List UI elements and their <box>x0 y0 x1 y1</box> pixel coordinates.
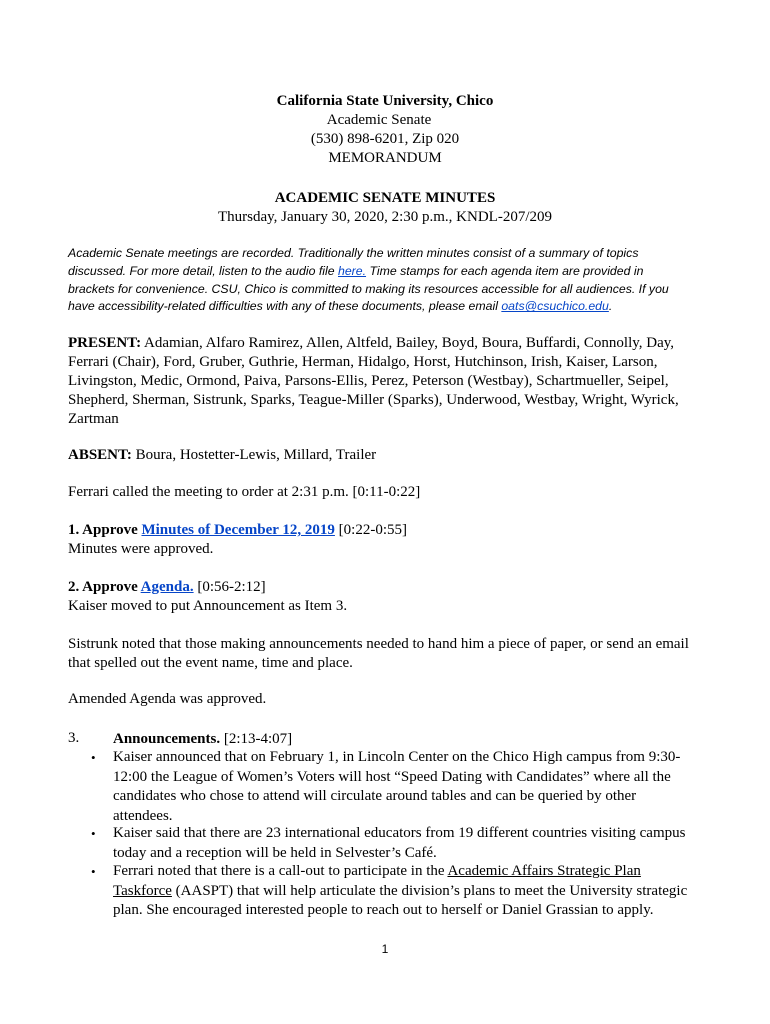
announcement-text: Ferrari noted that there is a call-out to participate in the <box>113 863 448 879</box>
notice-line <box>68 298 690 316</box>
aaspt-link-cont[interactable]: Taskforce <box>113 882 172 899</box>
present-names: Adamian, Alfaro Ramirez, Allen, Altfeld, Bailey, Boyd, Boura, Buffardi, Connolly, Day, <box>141 335 675 351</box>
present-line: Ferrari (Chair), Ford, Gruber, Guthrie, Herman, Hidalgo, Horst, Hutchinson, Irish, Kaiser, Larson, <box>68 354 658 370</box>
oats-email-link[interactable]: oats@csuchico.edu <box>501 299 609 314</box>
senate-name: Academic Senate <box>326 112 432 128</box>
amended-agenda: Amended Agenda was approved. <box>68 691 267 707</box>
announcement-line: Kaiser announced that on February 1, in Lincoln Center on the Chico High campus from 9:30- <box>113 749 681 765</box>
present-line: Zartman <box>68 411 119 427</box>
notice-line <box>68 263 690 281</box>
page-number: 1 <box>381 942 389 956</box>
item-2-body: Kaiser moved to put Announcement as Item 3. <box>68 598 348 614</box>
sistrunk-line: that spelled out the event name, time and place. <box>68 655 353 671</box>
item-1-label: 1. Approve <box>68 522 142 538</box>
notice-line: brackets for convenience. CSU, Chico is committed to making its resources accessible for all audiences. If you <box>68 281 669 296</box>
minutes-heading: ACADEMIC SENATE MINUTES <box>274 190 496 206</box>
announcement-line: 12:00 the League of Women’s Voters will host “Speed Dating with Candidates” where all the <box>113 768 671 785</box>
item-1-time: [0:22-0:55] <box>334 522 407 538</box>
item-3-title: Announcements. <box>113 731 221 747</box>
absent-line <box>68 446 698 465</box>
recording-notice <box>68 245 690 316</box>
present-label: PRESENT: <box>68 335 142 351</box>
phone-zip: (530) 898-6201, Zip 020 <box>310 131 460 147</box>
announcement-line <box>113 882 703 902</box>
agenda-link[interactable]: Agenda. <box>140 579 194 595</box>
present-line: Livingston, Medic, Ormond, Paiva, Parsons-Ellis, Perez, Peterson (Westbay), Schartmueller, Seipel, <box>68 373 669 389</box>
item-1-heading <box>68 521 698 540</box>
present-line <box>68 334 698 353</box>
announcement-line: plan. She encouraged interested people to reach out to herself or Daniel Grassian to apply. <box>113 902 654 918</box>
bullet-icon: • <box>91 826 96 841</box>
sistrunk-note <box>68 635 698 673</box>
item-1 <box>68 521 698 559</box>
announcement-ferrari-aaspt <box>113 862 703 921</box>
notice-text: Time stamps for each agenda item are provided in <box>366 263 644 278</box>
minutes-dec-12-link[interactable]: Minutes of December 12, 2019 <box>141 522 335 538</box>
present-list <box>68 334 698 429</box>
call-to-order: Ferrari called the meeting to order at 2:31 p.m. [0:11-0:22] <box>68 484 421 500</box>
item-2 <box>68 578 698 616</box>
announcement-line: today and a reception will be held in Selvester’s Café. <box>113 844 437 861</box>
announcement-line <box>113 862 703 882</box>
bullet-icon: • <box>91 864 96 879</box>
announcement-line: Kaiser said that there are 23 international educators from 19 different countries visiting campus <box>113 825 686 841</box>
absent-label: ABSENT: <box>68 447 132 463</box>
item-1-body: Minutes were approved. <box>68 541 214 557</box>
announcement-kaiser-educators <box>113 824 703 863</box>
item-2-label: 2. Approve <box>68 579 141 595</box>
sistrunk-line: Sistrunk noted that those making announcements needed to hand him a piece of paper, or send an email <box>68 636 689 652</box>
item-2-time: [0:56-2:12] <box>193 579 266 595</box>
announcement-text: (AASPT) that will help articulate the division’s plans to meet the University strategic <box>171 882 688 899</box>
announcement-line: candidates who chose to attend will circulate around tables and can be queried by other <box>113 788 637 804</box>
item-3-heading <box>113 730 743 749</box>
meeting-date: Thursday, January 30, 2020, 2:30 p.m., KNDL-207/209 <box>218 209 552 225</box>
present-line: Shepherd, Sherman, Sistrunk, Sparks, Teague-Miller (Sparks), Underwood, Westbay, Wright, Wyrick, <box>68 392 679 408</box>
notice-text: discussed. For more detail, listen to the audio file <box>68 263 338 278</box>
audio-file-link[interactable]: here. <box>338 263 367 278</box>
item-2-heading <box>68 578 698 597</box>
absent-names: Boura, Hostetter-Lewis, Millard, Trailer <box>131 447 377 463</box>
university-name: California State University, Chico <box>276 93 494 109</box>
memo-label: MEMORANDUM <box>328 150 442 166</box>
notice-text: have accessibility-related difficulties with any of these documents, please email <box>68 299 502 314</box>
notice-line: Academic Senate meetings are recorded. Traditionally the written minutes consist of a summary of topics <box>68 246 639 260</box>
absent-list <box>68 446 698 465</box>
notice-text: . <box>608 299 613 314</box>
announcement-kaiser-lincoln <box>113 748 703 826</box>
bullet-icon: • <box>91 750 96 765</box>
announcement-line: attendees. <box>113 807 173 824</box>
item-3-number: 3. <box>68 730 80 746</box>
item-3-time: [2:13-4:07] <box>220 731 293 747</box>
item-3-heading-line <box>113 730 743 749</box>
aaspt-link[interactable]: Academic Affairs Strategic Plan <box>447 863 641 879</box>
